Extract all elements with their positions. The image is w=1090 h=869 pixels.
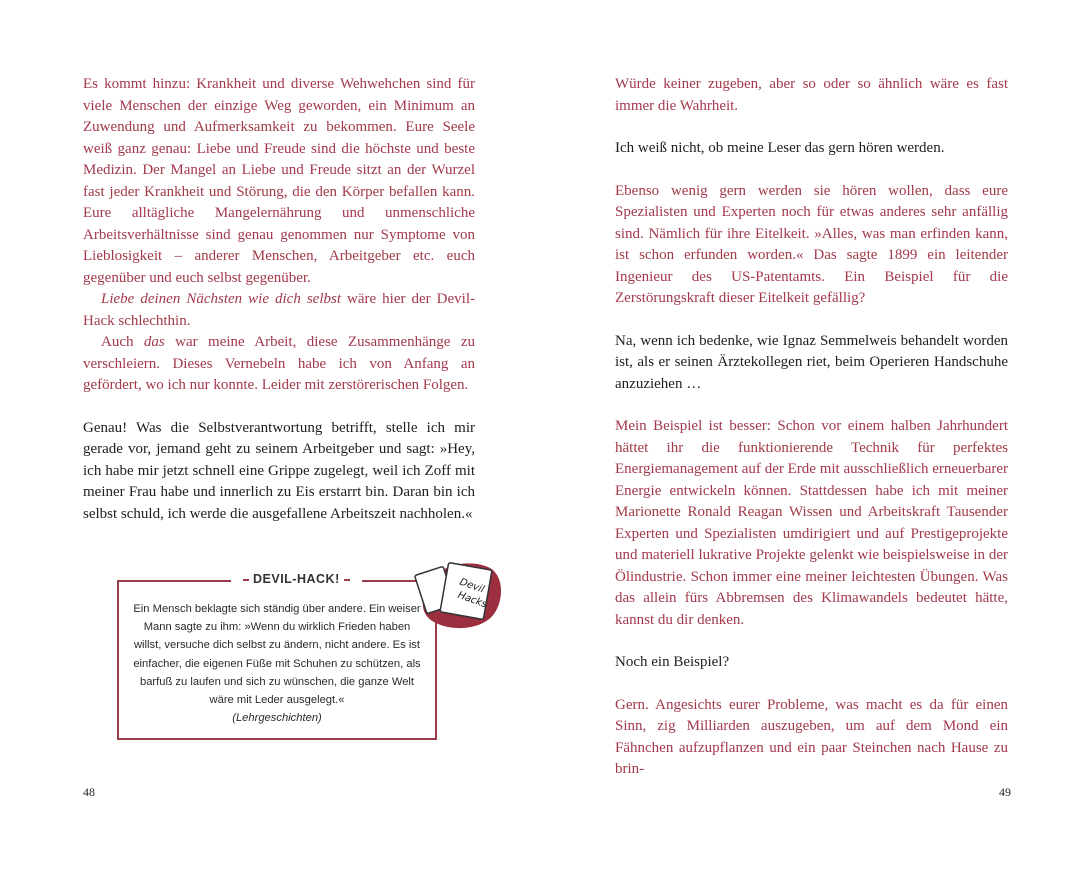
badge-text: Hacks — [456, 589, 489, 611]
paragraph: Ich weiß nicht, ob meine Leser das gern hören werden. — [615, 140, 945, 156]
emphasis: das — [143, 334, 165, 350]
devil-hack-box — [117, 572, 437, 740]
right-text-column — [615, 74, 1008, 781]
emphasis: Liebe deinen Nächsten wie dich selbst — [101, 291, 342, 307]
devil-hack-source: (Lehrgeschichten) — [232, 712, 322, 725]
page-number: 48 — [83, 785, 95, 799]
paragraph-text: wäre hier der Devil-Hack schlechthin. — [83, 291, 475, 329]
badge-text: Devil — [458, 576, 486, 596]
right-page — [545, 0, 1090, 869]
paragraph — [83, 332, 475, 397]
paragraph: Mein Beispiel ist besser: Schon vor einem halben Jahrhundert hättet ihr die funktionierende Technik für perfektes Energiemanagement auf der Erde mit ausschließlich erneuerbarer Energie entwickeln können. Stattdessen habe ich mit meiner Marionette Ronald Reagan Wissen und Arbeitskraft Tausender Experten und Spezialisten umdirigiert und auf Prestigeprojekte und materiell lukrative Projekte gelenkt wie beispielsweise in der Ölindustrie. Schon immer eine meiner leichtesten Übungen. Was das allein fürs Abbremsen des Klimawandels bedeutet hätte, kannst du dir denken. — [615, 418, 1008, 628]
devil-hack-quote: Ein Mensch beklagte sich ständig über andere. Ein weiser Mann sagte zu ihm: »Wenn du wirklich Frieden haben willst, versuche dich selbst zu ändern, nicht andere. Es ist einfacher, die eigenen Füße mit Schuhen zu schützen, als barfuß zu laufen und sich zu wünschen, die ganze Welt wäre mit Leder ausgelegt.« — [133, 603, 421, 707]
paragraph: Würde keiner zugeben, aber so oder so ähnlich wäre es fast immer die Wahrheit. — [615, 76, 1008, 114]
paragraph: Es kommt hinzu: Krankheit und diverse Wehwehchen sind für viele Menschen der einzige Weg geworden, ein Minimum an Zuwendung und Aufmerksamkeit zu bekommen. Eure Seele weiß ganz genau: Liebe und Freude sind die höchste und beste Medizin. Der Mangel an Liebe und Freude sitzt an der Wurzel fast jeder Krankheit und Störung, die den Körper befallen kann. Eure alltägliche Mangelernährung und unmenschliche Arbeitsverhältnisse sind genau genommen nur Symptome von Lieblosigkeit – anderer Menschen, Arbeitgeber etc. euch gegenüber und euch selbst gegenüber. — [83, 76, 475, 286]
paragraph: Gern. Angesichts eurer Probleme, was macht es da für einen Sinn, zig Milliarden auszugeben, um auf dem Mond ein Fähnchen aufzupflanzen und ein paar Steinchen nach Hause zu brin- — [615, 696, 1008, 777]
paragraph: Na, wenn ich bedenke, wie Ignaz Semmelweis behandelt worden ist, als er seinen Ärztekollegen riet, beim Operieren Handschuhe anzuziehen … — [615, 332, 1008, 392]
paragraph: Noch ein Beispiel? — [615, 654, 730, 670]
paragraph: Ebenso wenig gern werden sie hören wollen, dass eure Spezialisten und Experten noch für etwas anderes sehr anfällig sind. Nämlich für ihre Eitelkeit. »Alles, was man erfinden kann, ist schon erfunden worden.« Das sagte 1899 ein leitender Ingenieur des US-Patentamts. Ein Beispiel für die Zerstörungskraft dieser Eitelkeit gefällig? — [615, 182, 1008, 306]
devil-hack-body — [131, 600, 423, 727]
left-text-column — [83, 74, 475, 525]
devil-hacks-badge-icon — [404, 556, 504, 634]
paragraph: Genau! Was die Selbstverantwortung betrifft, stelle ich mir gerade vor, jemand geht zu seinem Arbeitgeber und sagt: »Hey, ich habe mir jetzt schnell eine Grippe zugelegt, weil ich Zoff mit meiner Frau habe und innerlich zu Eis erstarrt bin. Daran bin ich selbst schuld, ich werde die ausgefallene Arbeitszeit nachholen.« — [83, 419, 475, 522]
paragraph-prefix: Auch — [101, 334, 144, 350]
paragraph — [83, 289, 475, 332]
paragraph-text: war meine Arbeit, diese Zusammenhänge zu verschleiern. Dieses Vernebeln habe ich von Anfang an gefördert, wo ich nur konnte. Leider mit zerstörerischen Folgen. — [83, 334, 475, 393]
devil-hack-title: DEVIL-HACK! — [231, 572, 362, 586]
page-number: 49 — [999, 785, 1011, 799]
